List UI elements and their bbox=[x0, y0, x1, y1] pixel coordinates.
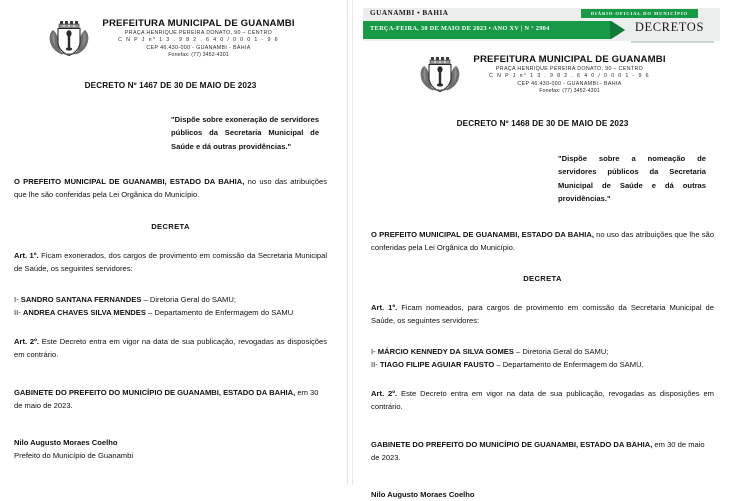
decreto-art1-1467 bbox=[14, 249, 327, 275]
letterhead-cnpj: C N P J n° 1 3 . 9 8 2 . 6 4 0 / 0 0 0 1 - 9 6 bbox=[489, 73, 650, 80]
preambulo-rest-1468: no uso das atribuições que lhe são conferidas pela Lei Orgânica do Município. bbox=[371, 229, 714, 252]
masthead-city-state: GUANAMBI • BAHIA bbox=[370, 9, 449, 17]
decreto-ementa-1468: "Dispõe sobre a nomeação de servidores públicos da Secretaria Municipal de Saúde e dá outras providências." bbox=[558, 153, 706, 204]
servidor-cargo: – Departamento de Enfermagem do SAMU bbox=[145, 307, 294, 317]
decreto-gabinete-1468 bbox=[371, 438, 714, 464]
servidor-numeral: I- bbox=[14, 294, 21, 304]
masthead-section-title: DECRETOS bbox=[634, 20, 704, 34]
servidores-list-1468 bbox=[371, 345, 714, 371]
art1-text-1467: Ficam exonerados, dos cargos de provimento em comissão da Secretaria Municipal de Saúde, os seguintes servidores: bbox=[14, 250, 328, 273]
servidor-cargo: – Diretoria Geral do SAMU; bbox=[513, 347, 609, 357]
decreto-body-left bbox=[8, 79, 333, 462]
gabinete-rest-1467: em 30 de maio de 2023. bbox=[14, 387, 319, 410]
decreto-gabinete-1467 bbox=[14, 386, 327, 412]
letterhead-title: PREFEITURA MUNICIPAL DE GUANAMBI bbox=[473, 54, 666, 65]
gabinete-bold-1467: GABINETE DO PREFEITO DO MUNICÍPIO DE GUANAMBI, ESTADO DA BAHIA, bbox=[14, 387, 296, 397]
letterhead-address: PRAÇA HENRIQUE PEREIRA DONATO, 90 – CENTRO bbox=[495, 66, 644, 73]
letterhead-text-block bbox=[102, 18, 294, 58]
decreto-body-right bbox=[363, 117, 720, 501]
coat-of-arms-icon bbox=[417, 55, 463, 93]
masthead-date-line: TERÇA-FEIRA, 30 DE MAIO DE 2023 • ANO XV | N ° 2904 bbox=[370, 25, 550, 32]
letterhead-phone: Fonefax: (77) 3452-4301 bbox=[539, 87, 600, 94]
decreto-ementa-1467: "Dispõe sobre exoneração de servidores públicos da Secretaria Municipal de Saúde e dá outras providências." bbox=[171, 114, 320, 151]
servidor-nome: MÁRCIO KENNEDY DA SILVA GOMES bbox=[377, 347, 514, 357]
letterhead-text-block bbox=[473, 54, 665, 94]
servidor-cargo: – Departamento de Enfermagem do SAMU. bbox=[494, 360, 644, 370]
decreta-heading-1467: DECRETA bbox=[151, 221, 190, 231]
servidor-numeral: II- bbox=[371, 360, 380, 370]
signature-name-1468: Nilo Augusto Moraes Coelho bbox=[371, 490, 475, 500]
masthead-underline bbox=[631, 41, 714, 43]
list-item bbox=[371, 345, 714, 358]
servidor-numeral: II- bbox=[14, 307, 23, 317]
servidor-numeral: I- bbox=[371, 347, 378, 357]
list-item bbox=[14, 293, 327, 306]
letterhead-phone: Fonefax: (77) 3452-4301 bbox=[168, 51, 229, 58]
decreto-preambulo-1468 bbox=[371, 228, 714, 254]
diario-masthead bbox=[363, 5, 720, 45]
decreto-art2-1468 bbox=[371, 387, 714, 413]
letterhead-right bbox=[363, 54, 720, 94]
art1-text-1468: Ficam nomeados, para cargos de provimento em comissão da Secretaria Municipal de Saúde, os seguintes servidores: bbox=[371, 303, 715, 326]
panel-decreto-exoneracao bbox=[0, 0, 347, 485]
gabinete-bold-1468: GABINETE DO PREFEITO DO MUNICÍPIO DE GUANAMBI, ESTADO DA BAHIA, bbox=[371, 440, 653, 450]
art2-text-1468: Este Decreto entra em vigor na data de sua publicação, revogadas as disposições em contrário. bbox=[371, 389, 714, 412]
letterhead-cnpj: C N P J n° 1 3 . 9 8 2 . 6 4 0 / 0 0 0 1 - 9 6 bbox=[118, 37, 279, 44]
art2-label-1467: Art. 2º. bbox=[14, 336, 39, 346]
decreta-heading-1468: DECRETA bbox=[523, 274, 562, 284]
servidor-nome: TIAGO FILIPE AGUIAR FAUSTO bbox=[379, 360, 495, 370]
list-item bbox=[14, 306, 327, 319]
letterhead-left bbox=[8, 18, 333, 58]
letterhead-title: PREFEITURA MUNICIPAL DE GUANAMBI bbox=[102, 18, 295, 29]
art2-text-1467: Este Decreto entra em vigor na data de sua publicação, revogadas as disposições em contrário. bbox=[14, 336, 328, 359]
preambulo-bold-1467: O PREFEITO MUNICIPAL DE GUANAMBI, ESTADO DA BAHIA, bbox=[14, 177, 245, 187]
decreto-title-1467: DECRETO Nº 1467 DE 30 DE MAIO DE 2023 bbox=[84, 80, 257, 90]
letterhead-cep: CEP 46.430-000 - GUANAMBI - BAHIA bbox=[517, 80, 622, 87]
preambulo-bold-1468: O PREFEITO MUNICIPAL DE GUANAMBI, ESTADO DA BAHIA, bbox=[371, 229, 594, 239]
servidor-nome: SANDRO SANTANA FERNANDES bbox=[20, 294, 142, 304]
decreto-preambulo-1467 bbox=[14, 175, 327, 201]
list-item bbox=[371, 358, 714, 371]
servidor-nome: ANDREA CHAVES SILVA MENDES bbox=[22, 307, 146, 317]
decreto-art1-1468 bbox=[371, 301, 714, 327]
decreto-title-1468: DECRETO Nº 1468 DE 30 DE MAIO DE 2023 bbox=[456, 118, 629, 128]
signature-role-1467: Prefeito do Município de Guanambi bbox=[14, 450, 134, 460]
preambulo-rest-1467: no uso das atribuições que lhe são conferidas pela Lei Orgânica do Município. bbox=[14, 177, 328, 200]
decreto-art2-1467 bbox=[14, 335, 327, 361]
masthead-official-tag: DIÁRIO OFICIAL DO MUNICÍPIO bbox=[581, 9, 698, 18]
gabinete-rest-1468: em 30 de maio de 2023. bbox=[371, 440, 705, 463]
art1-label-1467: Art. 1º. bbox=[14, 250, 39, 260]
art2-label-1468: Art. 2º. bbox=[371, 389, 398, 399]
signature-name-1467: Nilo Augusto Moraes Coelho bbox=[14, 437, 118, 447]
coat-of-arms-icon bbox=[46, 19, 92, 57]
panel-decreto-nomeacao bbox=[353, 0, 730, 500]
letterhead-address: PRAÇA HENRIQUE PEREIRA DONATO, 90 – CENTRO bbox=[124, 30, 273, 37]
servidor-cargo: – Diretoria Geral do SAMU; bbox=[141, 294, 236, 304]
servidores-list-1467 bbox=[14, 293, 327, 319]
letterhead-cep: CEP 46.430-000 - GUANAMBI - BAHIA bbox=[146, 44, 251, 51]
art1-label-1468: Art. 1º. bbox=[371, 303, 398, 313]
